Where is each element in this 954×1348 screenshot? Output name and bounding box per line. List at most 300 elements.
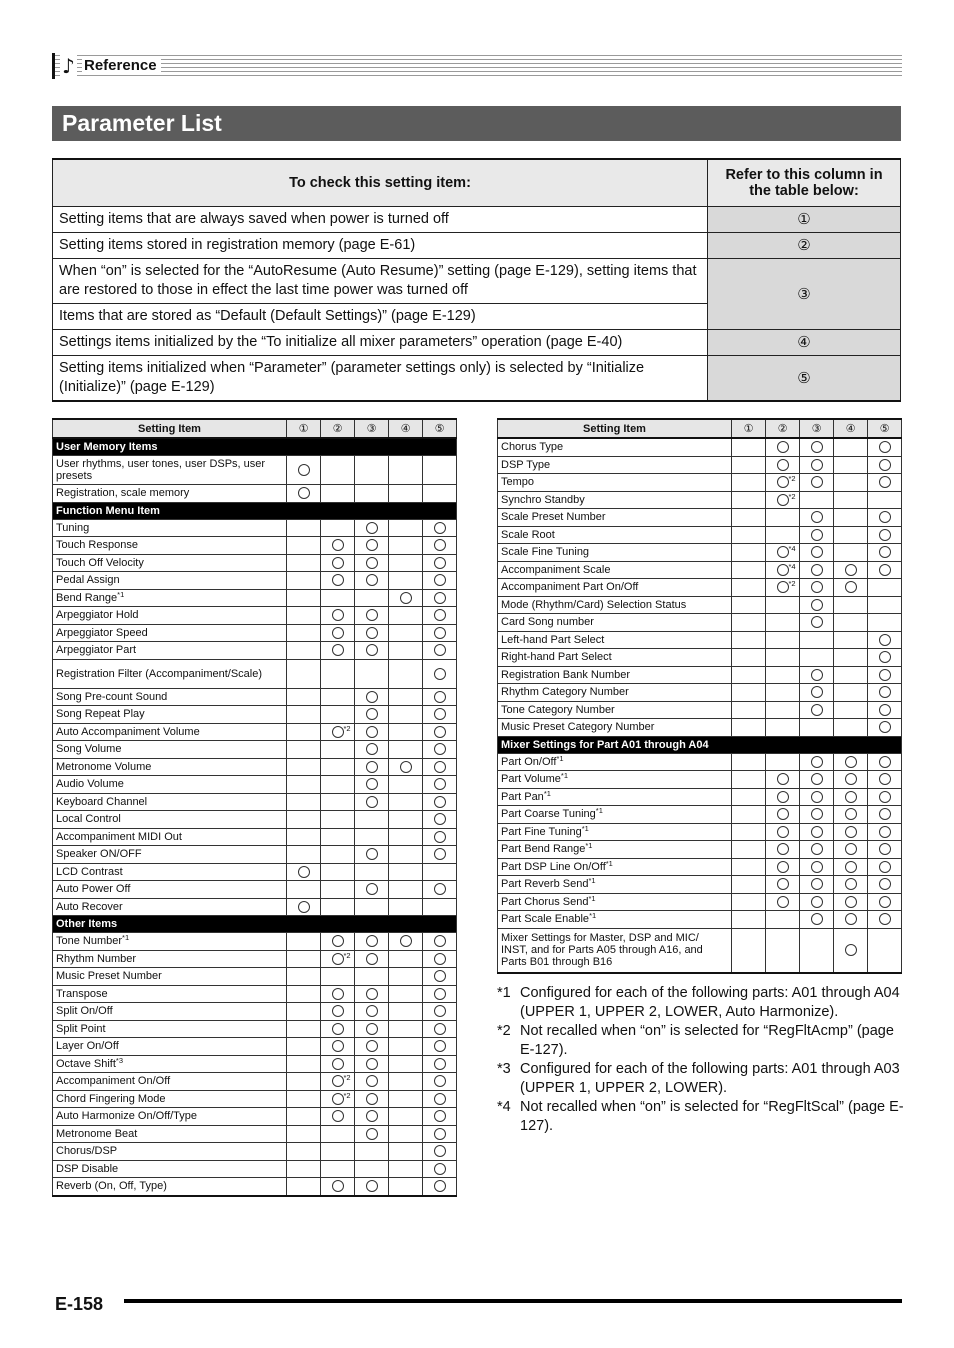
- mark-cell: [287, 985, 321, 1003]
- table-row: [498, 561, 902, 579]
- footnote-ref: *1: [605, 858, 613, 868]
- mark-cell: [389, 456, 423, 485]
- circle-mark-icon: [366, 848, 378, 860]
- footnote-key: *4: [497, 1099, 511, 1115]
- mark-wrap: [845, 564, 857, 576]
- mark-wrap: [434, 1145, 446, 1157]
- mark-cell: [868, 526, 902, 544]
- mark-cell: [389, 1020, 423, 1038]
- setting-item-label: Song Repeat Play: [56, 708, 145, 721]
- mark-cell: [868, 701, 902, 719]
- circle-mark-icon: [332, 1058, 344, 1070]
- mark-cell: [389, 1160, 423, 1178]
- table-row: [53, 589, 457, 607]
- mark-wrap: [879, 861, 891, 873]
- mark-cell: [389, 1090, 423, 1108]
- setting-item-label: Tuning: [56, 521, 90, 534]
- mark-wrap: [434, 691, 446, 703]
- circle-mark-icon: [811, 476, 823, 488]
- section-title: Other Items: [53, 916, 457, 933]
- circle-mark-icon: [879, 704, 891, 716]
- mark-wrap: [777, 459, 789, 471]
- table-row: [53, 572, 457, 590]
- setting-item-label: Rhythm Category Number: [501, 686, 629, 699]
- mark-cell: [355, 688, 389, 706]
- mark-cell: [766, 614, 800, 632]
- mark-cell: [800, 719, 834, 737]
- table-row: [498, 438, 902, 456]
- footnote-ref: *2: [788, 474, 796, 484]
- mark-cell: [732, 438, 766, 456]
- mark-cell: [732, 806, 766, 824]
- circle-mark-icon: [879, 773, 891, 785]
- setting-item-label: Chorus Type: [501, 441, 564, 454]
- mark-cell: [389, 793, 423, 811]
- footnote: [497, 1098, 907, 1136]
- mark-cell: [321, 723, 355, 741]
- mark-wrap: [845, 773, 857, 785]
- mark-wrap: [811, 616, 823, 628]
- mark-cell: [321, 1020, 355, 1038]
- mark-cell: [321, 706, 355, 724]
- footnote-ref: *2: [343, 1073, 351, 1083]
- circle-mark-icon: [434, 796, 446, 808]
- table-row: [498, 614, 902, 632]
- table-row: [498, 823, 902, 841]
- circle-mark-icon: [811, 756, 823, 768]
- mark-cell: [389, 776, 423, 794]
- mark-wrap: [777, 896, 789, 908]
- table-row: [53, 968, 457, 986]
- mark-cell: [834, 753, 868, 771]
- mark-wrap: [434, 1110, 446, 1122]
- mark-cell: [834, 456, 868, 474]
- circle-mark-icon: [845, 791, 857, 803]
- header-bar: [52, 53, 55, 79]
- mark-cell: [834, 631, 868, 649]
- mark-wrap: [879, 756, 891, 768]
- mark-wrap: [332, 574, 344, 586]
- mark-cell: [321, 758, 355, 776]
- setting-item-label: Song Pre-count Sound: [56, 690, 168, 703]
- circle-mark-icon: [366, 609, 378, 621]
- mark-wrap: [811, 581, 823, 593]
- footnote: [497, 1060, 907, 1098]
- footnote-key: *2: [497, 1023, 511, 1039]
- setting-item-name: [498, 666, 732, 684]
- setting-item-label: Speaker ON/OFF: [56, 848, 142, 861]
- circle-mark-icon: [811, 878, 823, 890]
- setting-item-label: Chorus/DSP: [56, 1145, 118, 1158]
- mark-cell: [800, 438, 834, 456]
- circle-mark-icon: [845, 756, 857, 768]
- circle-mark-icon: [434, 743, 446, 755]
- mark-wrap: [811, 896, 823, 908]
- circle-mark-icon: [845, 878, 857, 890]
- circle-mark-icon: [434, 1040, 446, 1052]
- setting-item-label: Touch Response: [56, 539, 138, 552]
- mark-wrap: [366, 1128, 378, 1140]
- mark-cell: [423, 1038, 457, 1056]
- mark-cell: [423, 456, 457, 485]
- setting-item-label: Metronome Volume: [56, 760, 152, 773]
- footnote-text: Not recalled when “on” is selected for “RegFltAcmp” (page E-127).: [520, 1023, 894, 1058]
- mark-cell: [355, 881, 389, 899]
- circle-mark-icon: [777, 441, 789, 453]
- mark-cell: [423, 607, 457, 625]
- mark-cell: [766, 526, 800, 544]
- mark-cell: [321, 1125, 355, 1143]
- mark-wrap: [366, 1040, 378, 1052]
- mark-wrap: [332, 1110, 344, 1122]
- mark-cell: [423, 1003, 457, 1021]
- setting-item-label: Part Pan: [501, 790, 544, 803]
- mark-cell: [732, 876, 766, 894]
- mark-cell: [389, 1055, 423, 1073]
- mark-cell: [355, 1055, 389, 1073]
- mark-cell: [766, 876, 800, 894]
- circle-mark-icon: [811, 616, 823, 628]
- table-row: [498, 701, 902, 719]
- head-col-5: ⑤: [868, 419, 902, 438]
- circle-mark-icon: [879, 511, 891, 523]
- mark-cell: [423, 1055, 457, 1073]
- circle-mark-icon: [879, 634, 891, 646]
- mark-wrap: [811, 546, 823, 558]
- setting-item-label: Split On/Off: [56, 1005, 113, 1018]
- table-row: [498, 893, 902, 911]
- mark-wrap: [811, 913, 823, 925]
- mark-cell: [423, 881, 457, 899]
- head-col-5: ⑤: [423, 419, 457, 438]
- setting-item-name: [53, 1160, 287, 1178]
- mark-cell: [423, 1178, 457, 1196]
- mark-cell: [423, 642, 457, 660]
- mark-wrap: [879, 669, 891, 681]
- circle-mark-icon: [366, 883, 378, 895]
- mark-wrap: [434, 831, 446, 843]
- section-title: Function Menu Item: [53, 502, 457, 519]
- mark-wrap: [366, 1023, 378, 1035]
- mark-cell: [287, 1073, 321, 1091]
- mark-cell: [800, 579, 834, 597]
- mark-wrap: [879, 878, 891, 890]
- mark-wrap: [434, 522, 446, 534]
- mark-cell: [732, 841, 766, 859]
- circle-mark-icon: [879, 878, 891, 890]
- ref-row: [53, 356, 901, 402]
- footnote-ref: *1: [543, 788, 551, 798]
- mark-wrap: [845, 944, 857, 956]
- setting-item-name: [498, 858, 732, 876]
- mark-cell: [868, 631, 902, 649]
- setting-item-name: [53, 1003, 287, 1021]
- mark-cell: [321, 950, 355, 968]
- setting-item-label: Part Coarse Tuning: [501, 808, 596, 821]
- mark-cell: [287, 642, 321, 660]
- circle-mark-icon: [879, 826, 891, 838]
- mark-wrap: [811, 599, 823, 611]
- mark-wrap: [366, 761, 378, 773]
- mark-wrap: [366, 848, 378, 860]
- mark-wrap: [845, 808, 857, 820]
- mark-wrap: [777, 544, 796, 558]
- setting-item-name: [53, 723, 287, 741]
- mark-cell: [321, 846, 355, 864]
- section-row: [498, 736, 902, 753]
- footnote-ref: *1: [560, 771, 569, 781]
- mark-wrap: [811, 686, 823, 698]
- mark-wrap: [332, 1023, 344, 1035]
- mark-wrap: [434, 1005, 446, 1017]
- mark-wrap: [434, 1180, 446, 1192]
- mark-wrap: [434, 848, 446, 860]
- mark-cell: [834, 771, 868, 789]
- mark-cell: [423, 898, 457, 916]
- circle-mark-icon: [845, 896, 857, 908]
- mark-cell: [389, 706, 423, 724]
- mark-wrap: [366, 574, 378, 586]
- mark-wrap: [434, 708, 446, 720]
- setting-item-name: [53, 881, 287, 899]
- setting-item-label: Music Preset Category Number: [501, 721, 655, 734]
- mark-wrap: [879, 476, 891, 488]
- mark-cell: [834, 684, 868, 702]
- table-row: [53, 1055, 457, 1073]
- circle-mark-icon: [845, 581, 857, 593]
- mark-cell: [423, 1125, 457, 1143]
- mark-cell: [287, 846, 321, 864]
- mark-cell: [287, 1160, 321, 1178]
- circle-mark-icon: [434, 668, 446, 680]
- mark-cell: [321, 1143, 355, 1161]
- mark-wrap: [777, 579, 796, 593]
- mark-cell: [800, 561, 834, 579]
- mark-cell: [423, 723, 457, 741]
- setting-item-label: Arpeggiator Hold: [56, 609, 139, 622]
- circle-mark-icon: [366, 557, 378, 569]
- mark-cell: [766, 491, 800, 509]
- mark-wrap: [400, 935, 412, 947]
- mark-cell: [321, 898, 355, 916]
- setting-item-name: [53, 758, 287, 776]
- mark-cell: [834, 858, 868, 876]
- mark-cell: [389, 723, 423, 741]
- circle-mark-icon: [777, 861, 789, 873]
- setting-item-label: Reverb (On, Off, Type): [56, 1180, 167, 1193]
- setting-item-name: [498, 474, 732, 492]
- mark-wrap: [434, 761, 446, 773]
- circle-mark-icon: [434, 1093, 446, 1105]
- mark-cell: [423, 933, 457, 951]
- mark-wrap: [845, 791, 857, 803]
- circle-mark-icon: [434, 557, 446, 569]
- mark-cell: [800, 753, 834, 771]
- setting-item-label: Arpeggiator Part: [56, 644, 137, 657]
- mark-cell: [423, 846, 457, 864]
- mark-cell: [732, 474, 766, 492]
- mark-cell: [355, 659, 389, 688]
- mark-wrap: [332, 1073, 351, 1087]
- footnote-ref: *2: [788, 491, 796, 501]
- circle-mark-icon: [879, 564, 891, 576]
- setting-item-label: Song Volume: [56, 743, 122, 756]
- mark-cell: [423, 828, 457, 846]
- circle-mark-icon: [332, 1023, 344, 1035]
- mark-cell: [834, 614, 868, 632]
- mark-wrap: [777, 826, 789, 838]
- circle-mark-icon: [434, 883, 446, 895]
- mark-cell: [355, 1073, 389, 1091]
- mark-wrap: [777, 561, 796, 576]
- ref-row-column: ⑤: [708, 356, 901, 402]
- mark-cell: [355, 723, 389, 741]
- mark-wrap: [366, 1075, 378, 1087]
- setting-item-name: [53, 485, 287, 503]
- mark-cell: [868, 579, 902, 597]
- mark-cell: [321, 1055, 355, 1073]
- mark-cell: [321, 968, 355, 986]
- mark-cell: [287, 607, 321, 625]
- mark-cell: [423, 554, 457, 572]
- circle-mark-icon: [366, 1075, 378, 1087]
- setting-item-label: Mode (Rhythm/Card) Selection Status: [501, 598, 687, 611]
- table-row: [53, 706, 457, 724]
- mark-cell: [800, 771, 834, 789]
- setting-item-label: Auto Recover: [56, 900, 123, 913]
- setting-item-label: Chord Fingering Mode: [56, 1092, 166, 1105]
- music-note-icon: ♪: [62, 54, 75, 78]
- parameter-table-left: [52, 418, 457, 1197]
- mark-cell: [389, 1003, 423, 1021]
- mark-cell: [800, 649, 834, 667]
- table-row: [498, 649, 902, 667]
- mark-cell: [321, 485, 355, 503]
- circle-mark-icon: [434, 1163, 446, 1175]
- mark-wrap: [332, 609, 344, 621]
- mark-cell: [766, 438, 800, 456]
- mark-cell: [287, 589, 321, 607]
- setting-item-label: Mixer Settings for Master, DSP and MIC/ INST, and for Parts A05 through A16, and Parts B01 through B16: [501, 932, 703, 968]
- mark-cell: [766, 823, 800, 841]
- section-row: [53, 438, 457, 456]
- circle-mark-icon: [434, 813, 446, 825]
- table-row: [53, 1160, 457, 1178]
- mark-cell: [389, 811, 423, 829]
- circle-mark-icon: [366, 644, 378, 656]
- mark-cell: [355, 1108, 389, 1126]
- circle-mark-icon: [777, 791, 789, 803]
- mark-cell: [355, 1003, 389, 1021]
- mark-cell: [732, 456, 766, 474]
- mark-cell: [423, 485, 457, 503]
- mark-cell: [355, 1038, 389, 1056]
- mark-wrap: [434, 953, 446, 965]
- mark-cell: [287, 828, 321, 846]
- mark-wrap: [366, 743, 378, 755]
- mark-wrap: [332, 1005, 344, 1017]
- setting-item-label: Tone Category Number: [501, 703, 615, 716]
- head-setting-item: Setting Item: [53, 419, 287, 438]
- table-row: [53, 607, 457, 625]
- mark-wrap: [434, 609, 446, 621]
- mark-wrap: [332, 950, 351, 965]
- mark-cell: [834, 719, 868, 737]
- mark-cell: [423, 537, 457, 555]
- circle-mark-icon: [434, 1023, 446, 1035]
- table-row: [53, 898, 457, 916]
- mark-wrap: [879, 546, 891, 558]
- mark-wrap: [845, 826, 857, 838]
- table-row: [53, 811, 457, 829]
- setting-item-label: Layer On/Off: [56, 1040, 119, 1053]
- mark-cell: [321, 811, 355, 829]
- mark-cell: [355, 456, 389, 485]
- mark-wrap: [777, 861, 789, 873]
- setting-item-label: Registration Bank Number: [501, 668, 631, 681]
- setting-item-label: Part Scale Enable: [501, 913, 590, 926]
- setting-item-name: [498, 841, 732, 859]
- mark-cell: [389, 1038, 423, 1056]
- section-header: [52, 53, 902, 81]
- circle-mark-icon: [366, 708, 378, 720]
- setting-item-name: [53, 624, 287, 642]
- circle-mark-icon: [879, 686, 891, 698]
- mark-cell: [732, 701, 766, 719]
- setting-item-label: Pedal Assign: [56, 574, 120, 587]
- mark-cell: [321, 624, 355, 642]
- mark-cell: [287, 811, 321, 829]
- mark-cell: [287, 1038, 321, 1056]
- section-title: User Memory Items: [53, 438, 457, 456]
- mark-wrap: [879, 791, 891, 803]
- table-row: [498, 719, 902, 737]
- circle-mark-icon: [434, 1058, 446, 1070]
- mark-cell: [355, 968, 389, 986]
- circle-mark-icon: [811, 913, 823, 925]
- footnote-ref: *1: [581, 823, 589, 833]
- table-row: [53, 519, 457, 537]
- ref-row: [53, 259, 901, 304]
- table-row: [53, 793, 457, 811]
- mark-cell: [287, 1178, 321, 1196]
- mark-cell: [732, 719, 766, 737]
- mark-wrap: [845, 896, 857, 908]
- circle-mark-icon: [366, 1110, 378, 1122]
- mark-wrap: [811, 564, 823, 576]
- circle-mark-icon: [777, 826, 789, 838]
- setting-item-label: DSP Disable: [56, 1162, 119, 1175]
- circle-mark-icon: [879, 441, 891, 453]
- circle-mark-icon: [879, 861, 891, 873]
- circle-mark-icon: [434, 848, 446, 860]
- mark-cell: [423, 811, 457, 829]
- mark-wrap: [434, 726, 446, 738]
- header-rule-lines: [52, 55, 902, 79]
- mark-cell: [834, 928, 868, 973]
- mark-cell: [766, 544, 800, 562]
- setting-item-name: [498, 684, 732, 702]
- circle-mark-icon: [777, 546, 789, 558]
- mark-cell: [355, 642, 389, 660]
- setting-item-name: [498, 614, 732, 632]
- table-row: [53, 1003, 457, 1021]
- setting-item-name: [498, 509, 732, 527]
- circle-mark-icon: [879, 756, 891, 768]
- footnote-ref: *2: [343, 1090, 351, 1100]
- mark-cell: [766, 858, 800, 876]
- table-row: [53, 1020, 457, 1038]
